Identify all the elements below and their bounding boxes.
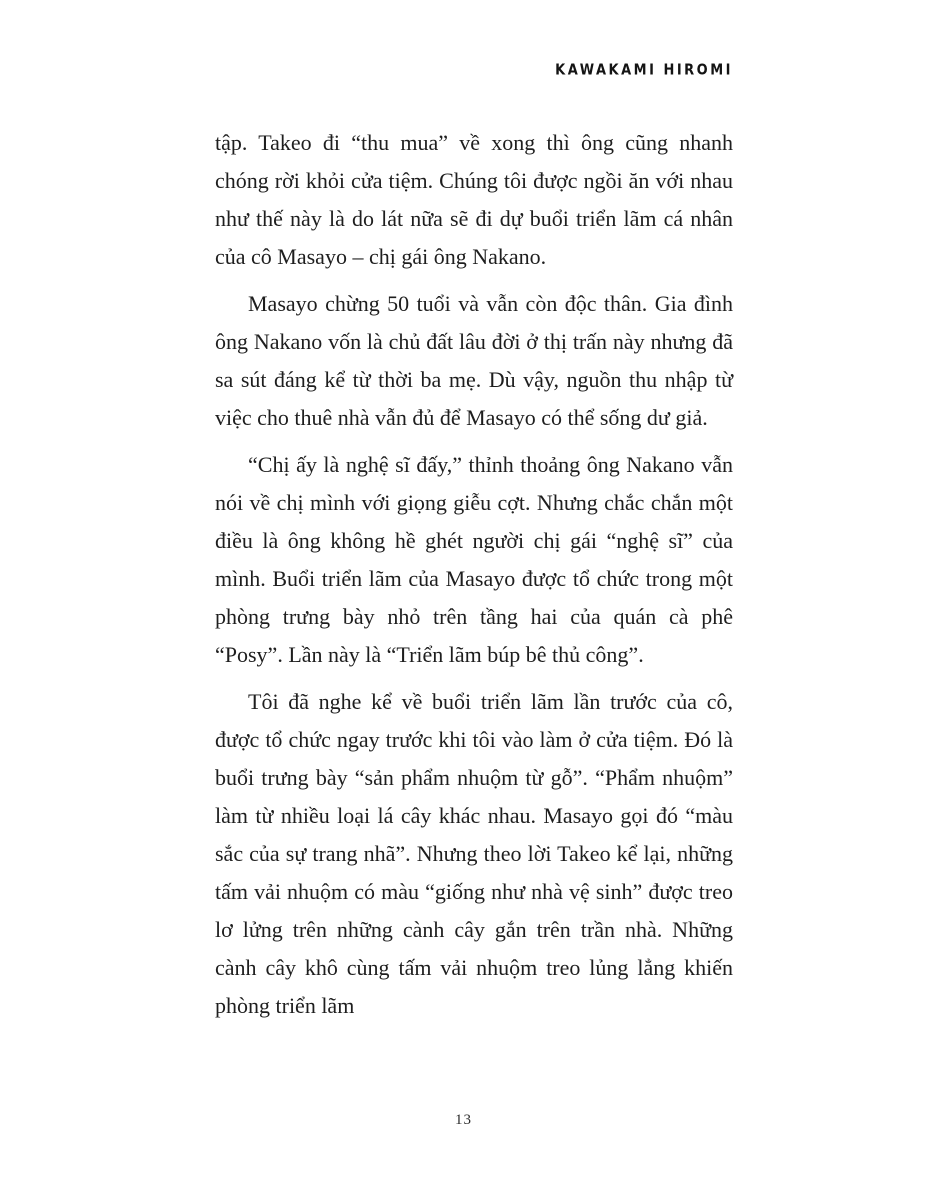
paragraph: Masayo chừng 50 tuổi và vẫn còn độc thân. Gia đình ông Nakano vốn là chủ đất lâu đời ở thị trấn này nhưng đã sa sút đáng kể từ thời ba mẹ. Dù vậy, nguồn thu nhập từ việc cho thuê nhà vẫn đủ để Masayo có thể sống dư giả. (215, 291, 733, 430)
paragraph: “Chị ấy là nghệ sĩ đấy,” thỉnh thoảng ông Nakano vẫn nói về chị mình với giọng giễu cợt. Nhưng chắc chắn một điều là ông không hề ghét người chị gái “nghệ sĩ” của mình. Buổi triển lãm của Masayo được tổ chức trong một phòng trưng bày nhỏ trên tầng hai của quán cà phê “Posy”. Lần này là “Triển lãm búp bê thủ công”. (215, 452, 733, 667)
page-number: 13 (455, 1112, 472, 1128)
paragraph-continuation: tập. Takeo đi “thu mua” về xong thì ông cũng nhanh chóng rời khỏi cửa tiệm. Chúng tôi được ngồi ăn với nhau như thế này là do lát nữa sẽ đi dự buổi triển lãm cá nhân của cô Masayo – chị gái ông Nakano. (215, 130, 733, 269)
body-text-block (215, 124, 733, 1034)
paragraph: Tôi đã nghe kể về buổi triển lãm lần trước của cô, được tổ chức ngay trước khi tôi vào làm ở cửa tiệm. Đó là buổi trưng bày “sản phẩm nhuộm từ gỗ”. “Phẩm nhuộm” làm từ nhiều loại lá cây khác nhau. Masayo gọi đó “màu sắc của sự trang nhã”. Nhưng theo lời Takeo kể lại, những tấm vải nhuộm có màu “giống như nhà vệ sinh” được treo lơ lửng trên những cành cây gắn trên trần nhà. Những cành cây khô cùng tấm vải nhuộm treo lủng lẳng khiến phòng triển lãm (215, 689, 733, 1018)
running-header-author: KAWAKAMI HIROMI (555, 62, 733, 80)
